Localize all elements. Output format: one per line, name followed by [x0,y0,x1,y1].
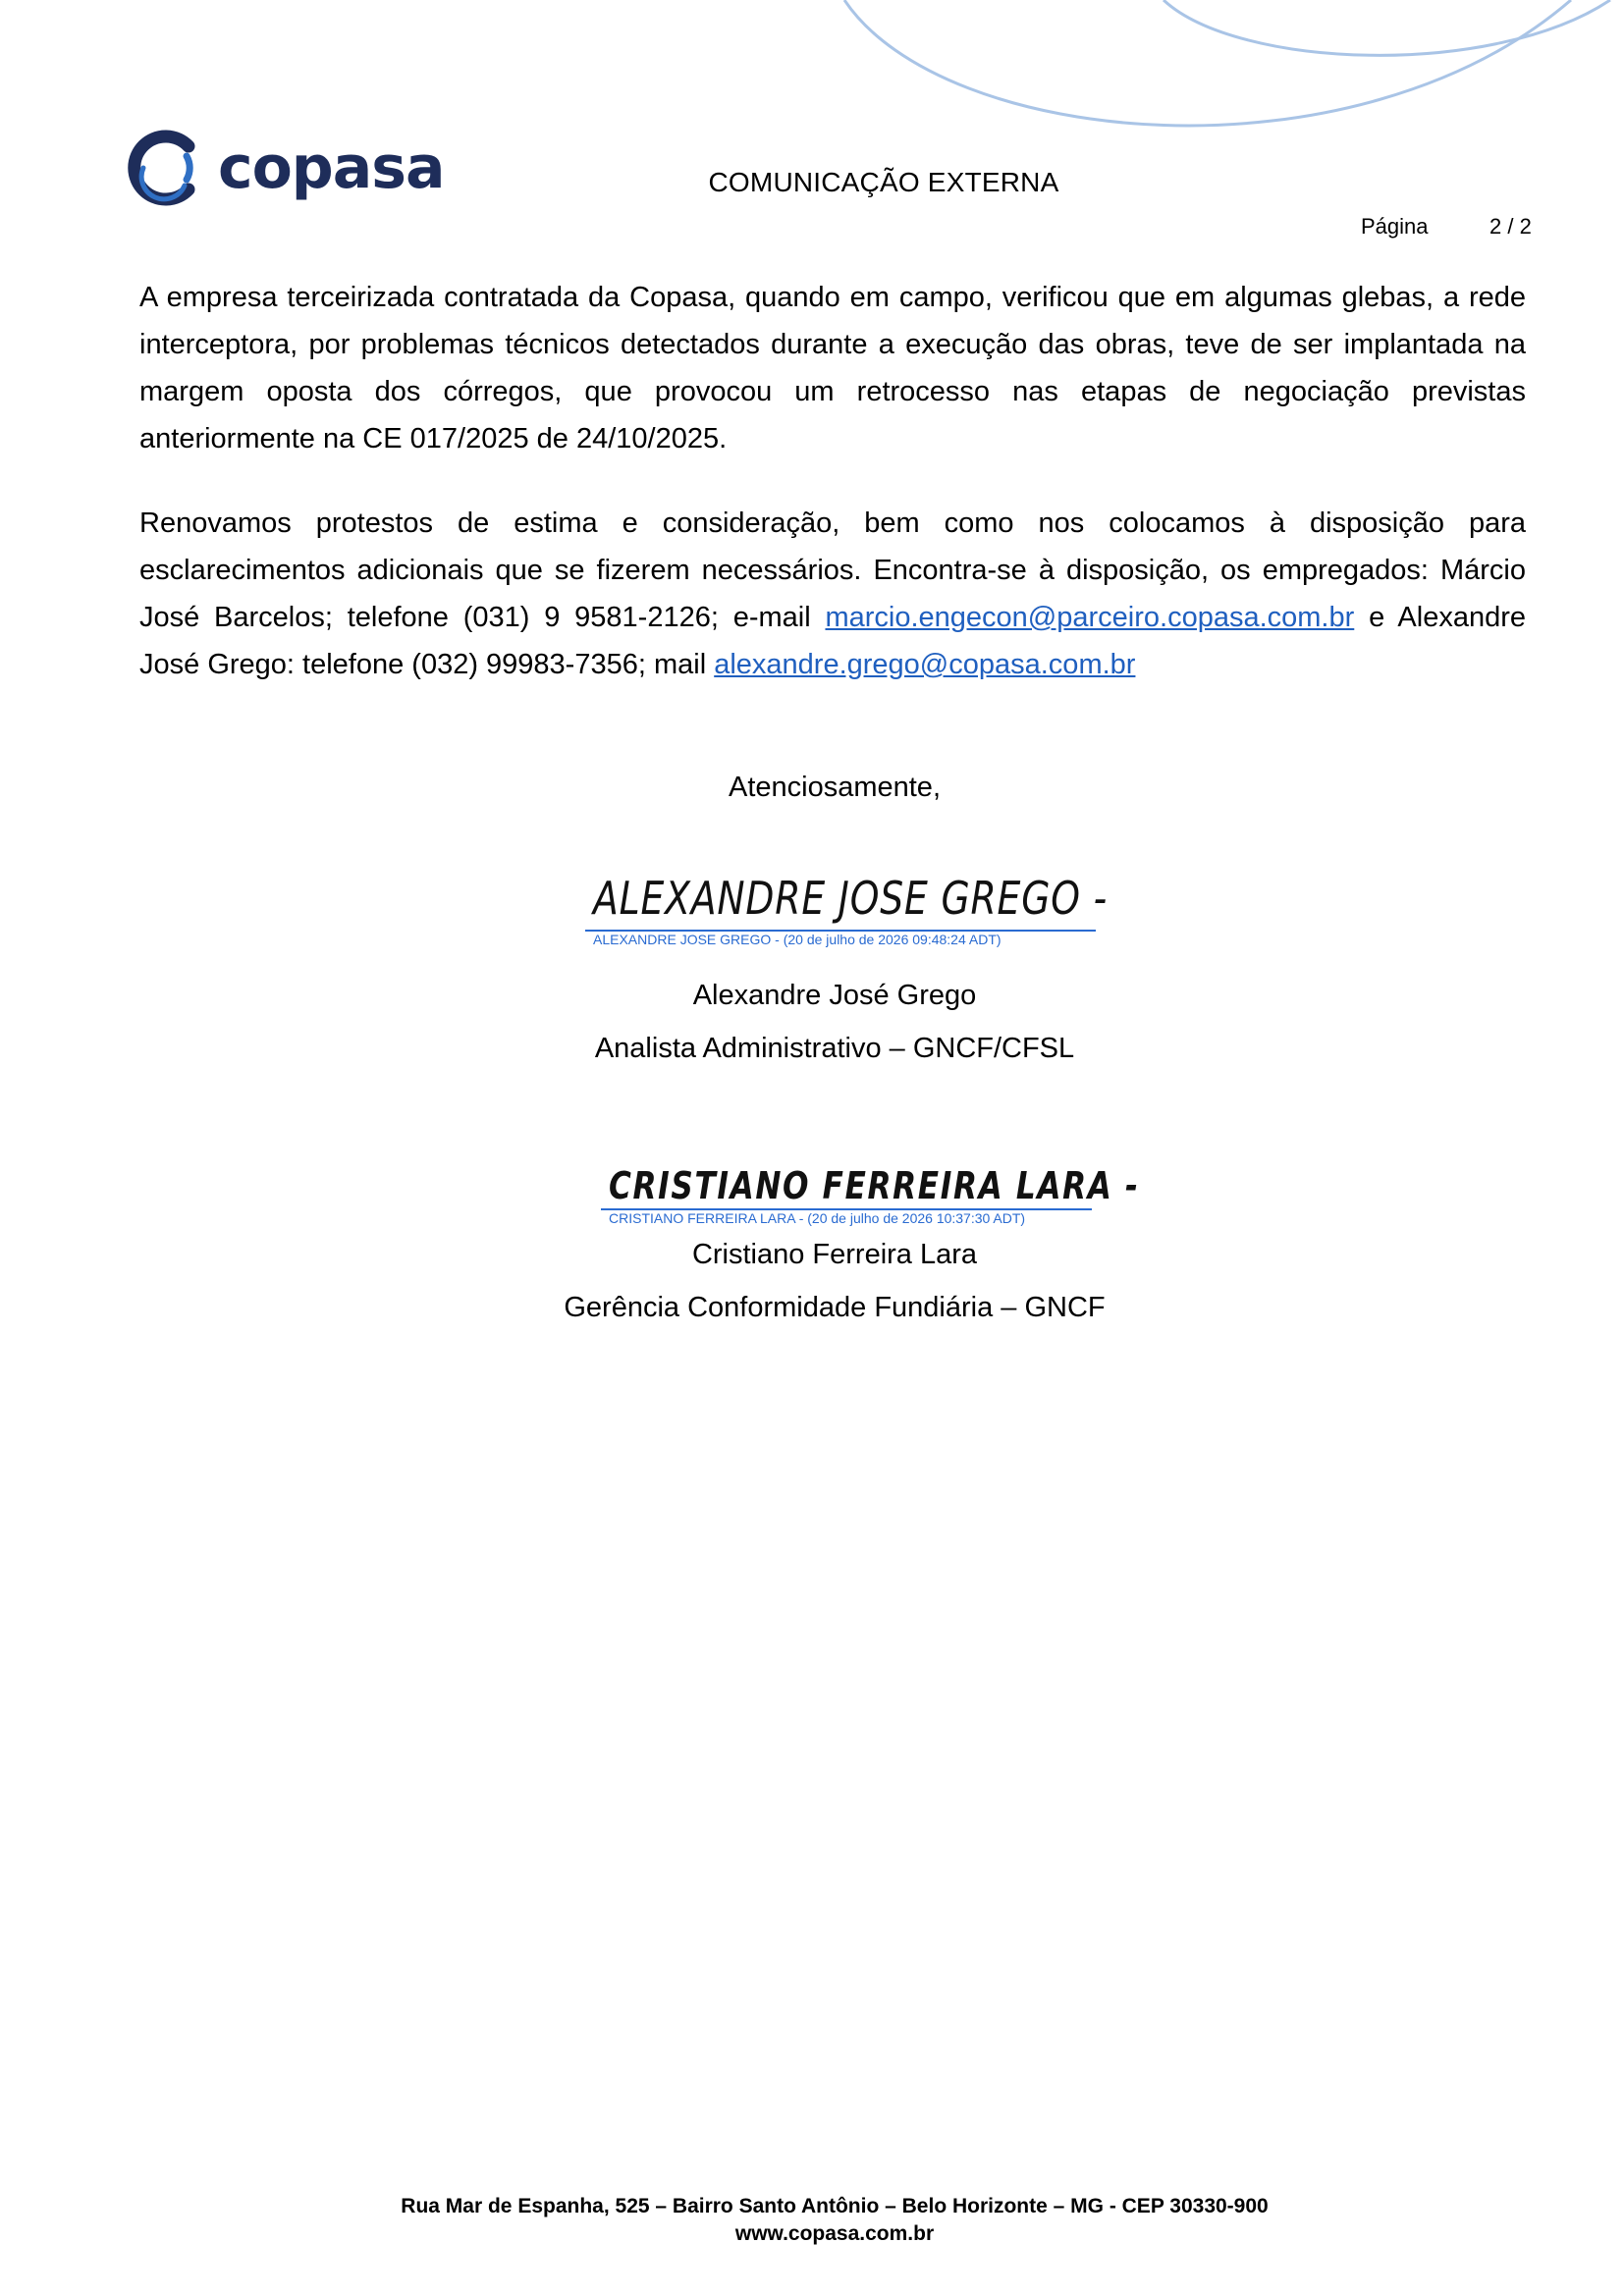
document-title: COMUNICAÇÃO EXTERNA [708,167,1059,197]
email-link-marcio[interactable]: marcio.engecon@parceiro.copasa.com.br [825,602,1355,633]
paragraph-2-text-part-2: e Alexandre José Grego: telefone (032) 99983-7356; mail [139,602,1526,680]
closing-salutation: Atenciosamente, [728,772,941,803]
signature-timestamp: ALEXANDRE JOSE GREGO - (20 de julho de 2026 09:48:24 ADT) [593,932,1001,947]
handwritten-signature: CRISTIANO FERREIRA LARA - [609,1164,1140,1207]
signer-2-role: Gerência Conformidade Fundiária – GNCF [564,1292,1106,1323]
signature-block-2 [609,1164,1256,1226]
signer-2-name: Cristiano Ferreira Lara [691,1239,978,1270]
signer-1-role: Analista Administrativo – GNCF/CFSL [594,1033,1075,1064]
logo-wordmark: copasa [218,133,445,202]
email-link-alexandre[interactable]: alexandre.grego@copasa.com.br [714,649,1136,680]
footer-website: www.copasa.com.br [734,2222,935,2245]
page-label: Página [1361,214,1429,239]
body-paragraph-1: A empresa terceirizada contratada da Copasa, quando em campo, verificou que em algumas glebas, a rede interceptora, por problemas técnicos detectados durante a execução das obras, teve de ser implantada na margem oposta dos córregos, que provocou um retrocesso nas etapas de negociação previstas anteriormente na CE 017/2025 de 24/10/2025. [139,282,1526,454]
paragraph-2-text-part-1: Renovamos protestos de estima e consideração, bem como nos colocamos à disposição para esclarecimentos adicionais que se fizerem necessários. Encontra-se à disposição, os empregados: Márcio José Barcelos; telefone (031) 9 9581-2126; e-mail [139,507,1526,633]
signer-1-name: Alexandre José Grego [692,980,977,1011]
footer-address: Rua Mar de Espanha, 525 – Bairro Santo Antônio – Belo Horizonte – MG - CEP 30330-900 [401,2195,1269,2217]
handwritten-signature: ALEXANDRE JOSE GREGO - [593,872,1109,925]
body-paragraph-2 [139,500,1526,688]
signature-timestamp: CRISTIANO FERREIRA LARA - (20 de julho de 2026 10:37:30 ADT) [609,1210,1026,1226]
page-number: 2 / 2 [1489,214,1532,239]
signature-block-1 [593,872,1220,947]
